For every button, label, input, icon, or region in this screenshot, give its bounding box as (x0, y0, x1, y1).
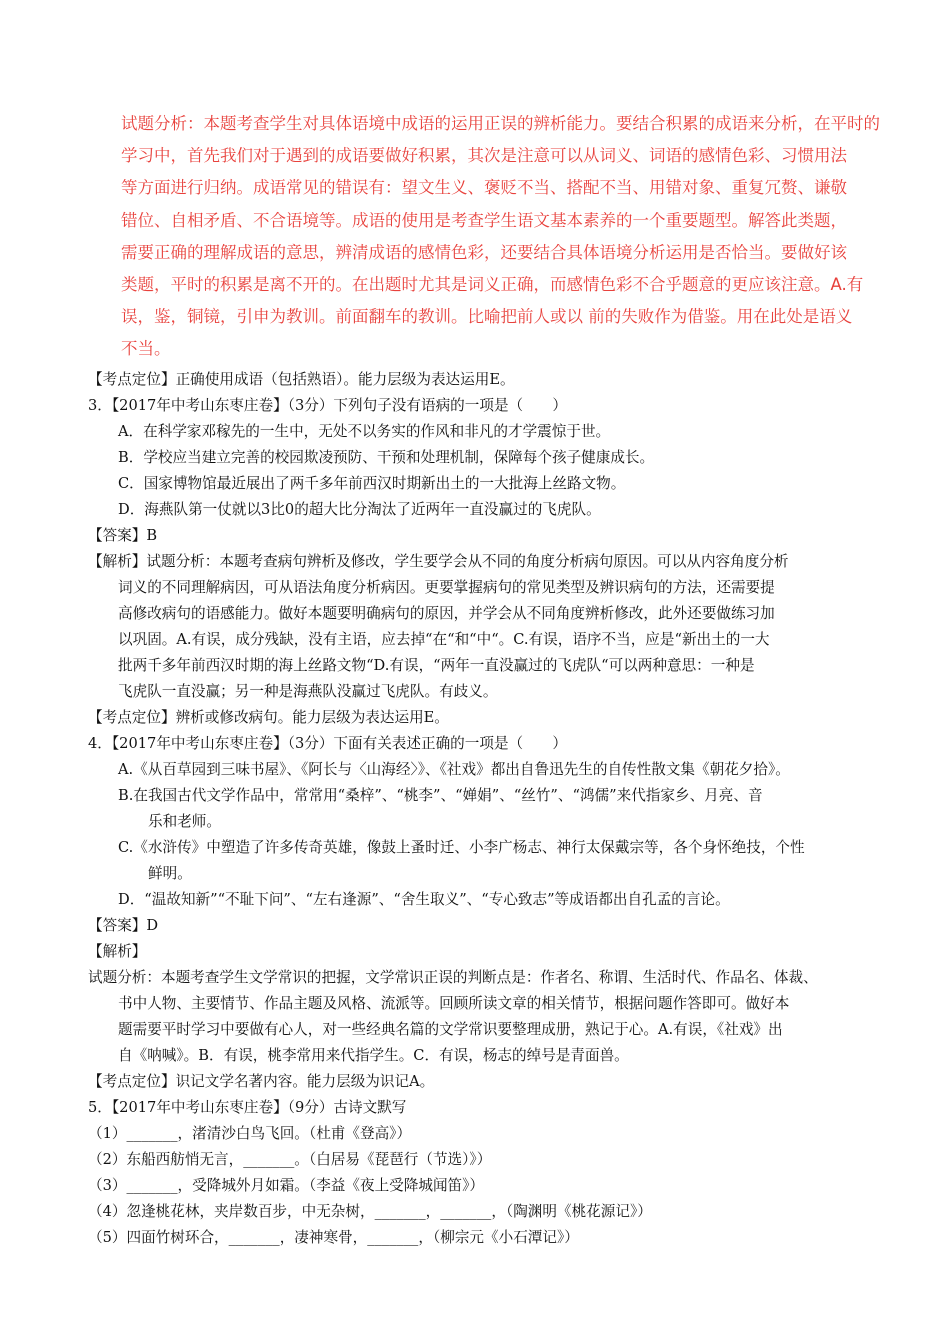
analysis-line: 类题，平时的积累是离不开的。在出题时尤其是词义正确，而感情色彩不合乎题意的更应该注意。A.有 (121, 275, 864, 295)
analysis-line: 错位、自相矛盾、不合语境等。成语的使用是考查学生语文基本素养的一个重要题型。解答此类题， (121, 210, 847, 230)
q5-item: （3）_______，受降城外月如霜。（李益《夜上受降城闻笛》） (88, 1177, 485, 1194)
q4-option-a: A.《从百草园到三味书屋》、《阿长与〈山海经〉》、《社戏》都出自鲁迅先生的自传性散文集《朝花夕拾》。 (118, 761, 790, 778)
q4-stem: 4．【2017年中考山东枣庄卷】（3分）下面有关表述正确的一项是（ ） (88, 735, 567, 752)
q5-stem: 5．【2017年中考山东枣庄卷】（9分）古诗文默写 (88, 1099, 407, 1116)
q5-item: （2）东船西舫悄无言，_______。（白居易《琵琶行（节选）》） (88, 1151, 492, 1168)
q5-item: （1）_______，渚清沙白鸟飞回。（杜甫《登高》） (88, 1125, 412, 1142)
q3-analysis-line: 词义的不同理解病因，可从语法角度分析病因。更要掌握病句的常见类型及辨识病句的方法，还需要提 (118, 579, 775, 596)
q4-analysis-line: 试题分析：本题考查学生文学常识的把握，文学常识正误的判断点是：作者名、称谓、生活时代、作品名、体裁、 (88, 969, 818, 986)
q3-analysis-line: 批两千多年前西汉时期的海上丝路文物“D.有误，“两年一直没赢过的飞虎队“可以两种意思：一种是 (118, 657, 755, 674)
q3-option-a: A．在科学家邓稼先的一生中，无处不以务实的作风和非凡的才学震惊于世。 (118, 423, 611, 440)
q3-option-d: D．海燕队第一仗就以3比0的超大比分淘汰了近两年一直没赢过的飞虎队。 (118, 501, 601, 518)
q4-analysis-line: 自《呐喊》。B．有误，桃李常用来代指学生。C．有误，杨志的绰号是青面兽。 (118, 1047, 629, 1064)
analysis-line: 试题分析：本题考查学生对具体语境中成语的运用正误的辨析能力。要结合积累的成语来分析，在平时的 (121, 114, 880, 133)
q3-stem: 3．【2017年中考山东枣庄卷】（3分）下列句子没有语病的一项是（ ） (88, 397, 567, 414)
analysis-line: 误，鉴，铜镜，引申为教训。前面翻车的教训。比喻把前人或以 前的失败作为借鉴。用在此处是语义 (121, 307, 853, 327)
q4-answer: 【答案】D (88, 917, 159, 934)
q4-analysis-line: 题需要平时学习中要做有心人，对一些经典名篇的文学常识要整理成册，熟记于心。A.有误，《社戏》出 (118, 1021, 783, 1038)
question-block (88, 367, 878, 1251)
q3-option-b: B．学校应当建立完善的校园欺凌预防、干预和处理机制，保障每个孩子健康成长。 (118, 449, 655, 466)
q4-option-b: B.在我国古代文学作品中，常常用“桑梓”、“桃李”、“婵娟”、“丝竹”、“鸿儒”来代指家乡、月亮、音 (118, 787, 763, 804)
q3-analysis-line: 飞虎队一直没赢；另一种是海燕队没赢过飞虎队。有歧义。 (118, 683, 498, 700)
q4-kaodian: 【考点定位】识记文学名著内容。能力层级为识记A。 (88, 1073, 435, 1090)
q3-kaodian: 【考点定位】辨析或修改病句。能力层级为表达运用E。 (88, 709, 449, 726)
analysis-line: 学习中，首先我们对于遇到的成语要做好积累，其次是注意可以从词义、词语的感情色彩、习惯用法 (121, 146, 847, 166)
q3-answer: 【答案】B (88, 527, 158, 544)
analysis-paragraph-red (121, 108, 880, 366)
analysis-line: 等方面进行归纳。成语常见的错误有：望文生义、褒贬不当、搭配不当、用错对象、重复冗赘、谦敬 (121, 178, 847, 198)
q4-option-c-cont: 鲜明。 (148, 865, 192, 882)
q4-option-c: C.《水浒传》中塑造了许多传奇英雄，像鼓上蚤时迁、小李广杨志、神行太保戴宗等，各个身怀绝技，个性 (118, 839, 805, 856)
q3-option-c: C．国家博物馆最近展出了两千多年前西汉时期新出土的一大批海上丝路文物。 (118, 475, 626, 492)
q3-analysis-line: 【解析】试题分析：本题考查病句辨析及修改，学生要学会从不同的角度分析病句原因。可以从内容角度分析 (88, 553, 789, 570)
q5-item: （4）忽逢桃花林，夹岸数百步，中无杂树，_______，_______，（陶渊明《桃花源记》） (88, 1203, 652, 1220)
analysis-line: 需要正确的理解成语的意思，辨清成语的感情色彩，还要结合具体语境分析运用是否恰当。要做好该 (121, 242, 847, 262)
q3-analysis-line: 以巩固。A.有误，成分残缺，没有主语，应去掉“在“和“中“。C.有误，语序不当，应是“新出土的一大 (118, 631, 770, 648)
q3-analysis-line: 高修改病句的语感能力。做好本题要明确病句的原因，并学会从不同角度辨析修改，此外还要做练习加 (118, 605, 775, 622)
q4-analysis-label: 【解析】 (88, 943, 147, 960)
q5-item: （5）四面竹树环合，_______，凄神寒骨，_______，（柳宗元《小石潭记》） (88, 1229, 579, 1246)
analysis-line: 不当。 (121, 339, 171, 359)
kaodian-1: 【考点定位】正确使用成语（包括熟语）。能力层级为表达运用E。 (88, 371, 515, 388)
q4-option-d: D．“温故知新”“不耻下问”、“左右逢源”、“舍生取义”、“专心致志”等成语都出自孔孟的言论。 (118, 891, 730, 908)
q4-option-b-cont: 乐和老师。 (148, 813, 221, 830)
q4-analysis-line: 书中人物、主要情节、作品主题及风格、流派等。回顾所读文章的相关情节，根据问题作答即可。做好本 (118, 995, 790, 1012)
